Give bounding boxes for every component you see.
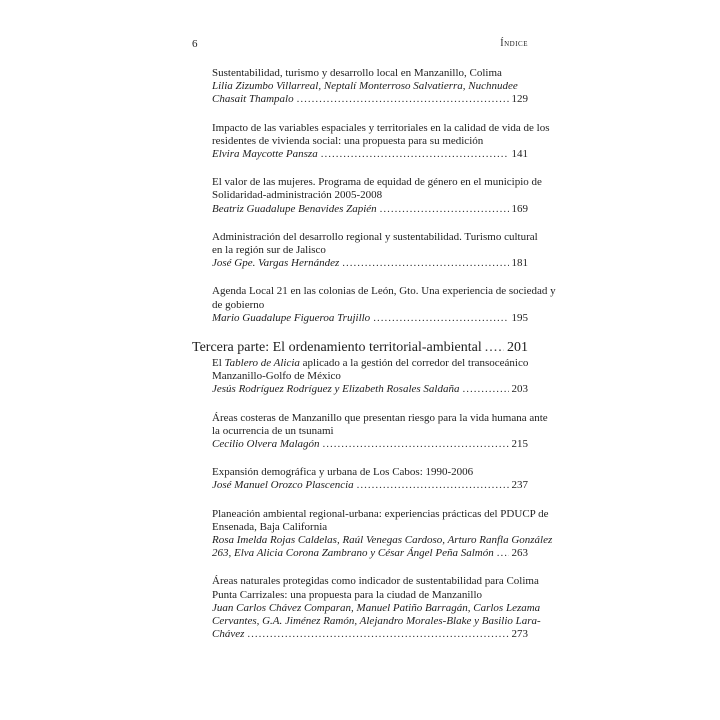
entry-title: residentes de vivienda social: una propuesta para su medición (212, 134, 484, 147)
leader-dots (462, 383, 508, 396)
entry-page: 129 (511, 93, 528, 106)
author-prefix: 263, (212, 547, 234, 560)
section-page: 201 (507, 340, 528, 356)
leader-dots (247, 628, 508, 641)
toc-entry (192, 411, 548, 452)
entry-page: 141 (511, 148, 528, 161)
entry-title: Administración del desarrollo regional y sustentabilidad. Turismo cultural (212, 230, 538, 243)
table-of-contents (192, 67, 556, 657)
toc-entry (192, 507, 553, 561)
entry-page: 203 (511, 383, 528, 396)
toc-group-part3 (192, 411, 548, 493)
leader-dots (323, 438, 509, 451)
toc-entry (192, 121, 550, 162)
entry-author: Elvira Maycotte Pansza (212, 148, 318, 161)
leader-dots (297, 93, 509, 106)
entry-title: Punta Carrizales: una propuesta para la ciudad de Manzanillo (212, 588, 483, 601)
toc-entry (192, 466, 528, 492)
toc-entry (192, 285, 556, 325)
toc-entry (192, 176, 542, 216)
running-title: Índice (500, 38, 528, 49)
entry-author: José Gpe. Vargas Hernández (212, 257, 340, 270)
entry-title: Áreas naturales protegidas como indicador de sustentabilidad para Colima (212, 575, 539, 588)
leader-dots (357, 479, 509, 492)
entry-page: 195 (511, 311, 528, 324)
entry-title: Solidaridad-administración 2005-2008 (212, 189, 383, 202)
entry-author-line (212, 479, 528, 492)
entry-author-line (212, 628, 528, 641)
entry-title: de gobierno (212, 298, 265, 311)
entry-page: 263 (511, 547, 528, 560)
leader-dots (497, 547, 509, 560)
entry-author-line (212, 257, 528, 270)
toc-entry (192, 67, 528, 107)
leader-dots (342, 257, 508, 270)
entry-author: Juan Carlos Chávez Comparan, Manuel Patiño Barragán, Carlos Lezama (212, 601, 541, 614)
entry-author: Beatriz Guadalupe Benavides Zapién (212, 202, 377, 215)
entry-author-line (212, 547, 528, 560)
leader-dots (380, 203, 509, 216)
entry-author-line (212, 312, 528, 325)
entry-title: Sustentabilidad, turismo y desarrollo local en Manzanillo, Colima (212, 67, 502, 79)
author-text: Elva Alicia Corona Zambrano y César Ángel Peña Salmón (234, 547, 494, 560)
title-italic: Tablero de Alicia (224, 357, 300, 370)
entry-title: Impacto de las variables espaciales y territoriales en la calidad de vida de los (212, 121, 550, 134)
entry-title (212, 357, 528, 370)
toc-entry (192, 230, 538, 271)
entry-author (212, 547, 494, 560)
entry-page: 273 (511, 628, 528, 641)
entry-author: Chasait Thampalo (212, 93, 294, 106)
entry-page: 237 (511, 479, 528, 492)
entry-author-line (212, 383, 528, 396)
entry-author-line (212, 203, 528, 216)
title-text: aplicado a la gestión del corredor del transoceánico (299, 357, 529, 370)
entry-page: 169 (511, 202, 528, 215)
toc-entry (192, 575, 541, 641)
entry-author: Mario Guadalupe Figueroa Trujillo (212, 311, 371, 324)
entry-author-line (212, 93, 528, 106)
entry-title: la ocurrencia de un tsunami (212, 424, 334, 437)
entry-title: Áreas costeras de Manzanillo que presentan riesgo para la vida humana ante (212, 411, 548, 424)
entry-author: Chávez (212, 628, 245, 641)
entry-author-line (212, 148, 528, 161)
entry-author: Rosa Imelda Rojas Caldelas, Raúl Venegas Cardoso, Arturo Ranfla González (212, 534, 553, 547)
entry-author: Cervantes, G.A. Jiménez Ramón, Alejandro Morales-Blake y Basilio Lara- (212, 615, 541, 628)
entry-title: en la región sur de Jalisco (212, 244, 326, 257)
entry-author-line (212, 438, 528, 451)
entry-title: Planeación ambiental regional-urbana: experiencias prácticas del PDUCP de (212, 507, 549, 520)
section-title: Tercera parte: El ordenamiento territorial-ambiental (192, 340, 482, 356)
entry-author: José Manuel Orozco Plascencia (212, 479, 354, 492)
section-heading (192, 340, 528, 356)
entry-title: Expansión demográfica y urbana de Los Cabos: 1990-2006 (212, 466, 474, 479)
toc-group-part2 (192, 67, 556, 325)
entry-title: Ensenada, Baja California (212, 520, 328, 533)
entry-author: Lilia Zizumbo Villarreal, Neptalí Monterroso Salvatierra, Nuchnudee (212, 80, 518, 93)
entry-title: Agenda Local 21 en las colonias de León, Gto. Una experiencia de sociedad y (212, 285, 556, 298)
leader-dots (373, 312, 508, 325)
entry-page: 181 (511, 257, 528, 270)
leader-dots (485, 340, 504, 356)
leader-dots (321, 148, 509, 161)
toc-entry (192, 357, 528, 397)
entry-author: Cecilio Olvera Malagón (212, 438, 320, 451)
entry-title: El valor de las mujeres. Programa de equidad de género en el municipio de (212, 176, 542, 189)
entry-title: Manzanillo-Golfo de México (212, 370, 341, 383)
entry-page: 215 (511, 438, 528, 451)
title-text: El (212, 357, 225, 370)
page-number: 6 (192, 38, 198, 50)
entry-author: Jesús Rodríguez Rodríguez y Elizabeth Rosales Saldaña (212, 383, 460, 396)
